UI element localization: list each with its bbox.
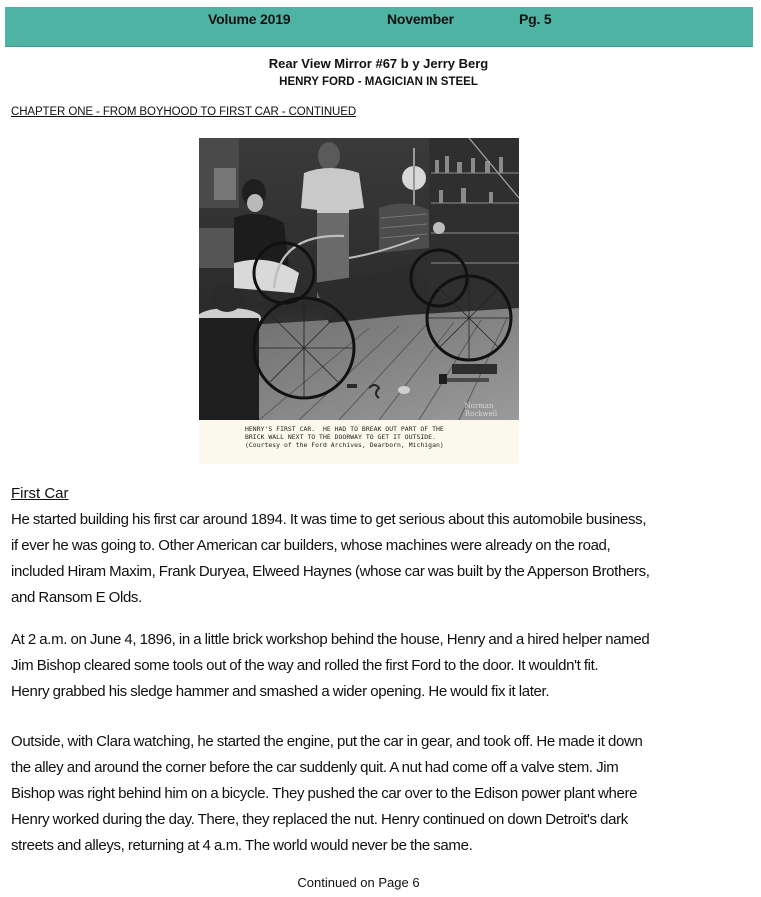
- text-line: At 2 a.m. on June 4, 1896, in a little brick workshop behind the house, Henry and a hired helper named: [11, 631, 650, 648]
- text-line: Henry worked during the day. There, they replaced the nut. Henry continued on down Detroit's dark: [11, 811, 628, 828]
- workshop-illustration: [199, 138, 519, 420]
- paragraph-3: [11, 729, 759, 859]
- paragraph-2: [11, 627, 759, 705]
- text-line: streets and alleys, returning at 4 a.m. The world would never be the same.: [11, 837, 473, 854]
- text-line: He started building his first car around 1894. It was time to get serious about this automobile business,: [11, 511, 647, 528]
- text-line: the alley and around the corner before the car suddenly quit. A nut had come off a valve stem. Jim: [11, 759, 619, 776]
- signature-2: Rockwell: [464, 410, 498, 418]
- chapter-heading: CHAPTER ONE - FROM BOYHOOD TO FIRST CAR - CONTINUED: [11, 106, 357, 118]
- text-line: Jim Bishop cleared some tools out of the way and rolled the first Ford to the door. It wouldn't fit.: [11, 657, 599, 674]
- caption-line: HENRY'S FIRST CAR. HE HAD TO BREAK OUT PART OF THE: [245, 425, 444, 433]
- continued-note: Continued on Page 6: [297, 875, 420, 890]
- page-number: Pg. 5: [519, 11, 552, 27]
- text-line: if ever he was going to. Other American car builders, whose machines were already on the road,: [11, 537, 611, 554]
- section-heading: First Car: [11, 485, 69, 502]
- article-subtitle-text: HENRY FORD - MAGICIAN IN STEEL: [279, 76, 478, 88]
- header-band: [5, 7, 753, 47]
- text-line: Bishop was right behind him on a bicycle. They pushed the car over to the Edison power plant where: [11, 785, 638, 802]
- text-line: Outside, with Clara watching, he started the engine, put the car in gear, and took off. He made it down: [11, 733, 643, 750]
- article-title: [0, 56, 761, 71]
- month-label: November: [387, 11, 454, 27]
- text-line: included Hiram Maxim, Frank Duryea, Elweed Haynes (whose car was built by the Apperson Brothers,: [11, 563, 650, 580]
- text-line: Henry grabbed his sledge hammer and smashed a wider opening. He would fix it later.: [11, 683, 550, 700]
- article-title-text: Rear View Mirror #67 b y Jerry Berg: [268, 56, 489, 71]
- volume-label: Volume 2019: [208, 11, 291, 27]
- article-subtitle: [0, 76, 761, 88]
- caption-line: (Courtesy of the Ford Archives, Dearborn, Michigan): [245, 441, 444, 449]
- caption-line: BRICK WALL NEXT TO THE DOORWAY TO GET IT OUTSIDE.: [245, 433, 436, 441]
- signature: Norman: [464, 402, 494, 410]
- text-line: and Ransom E Olds.: [11, 589, 142, 606]
- figure-caption: [245, 425, 444, 449]
- figure: [199, 138, 519, 464]
- paragraph-1: [11, 507, 759, 611]
